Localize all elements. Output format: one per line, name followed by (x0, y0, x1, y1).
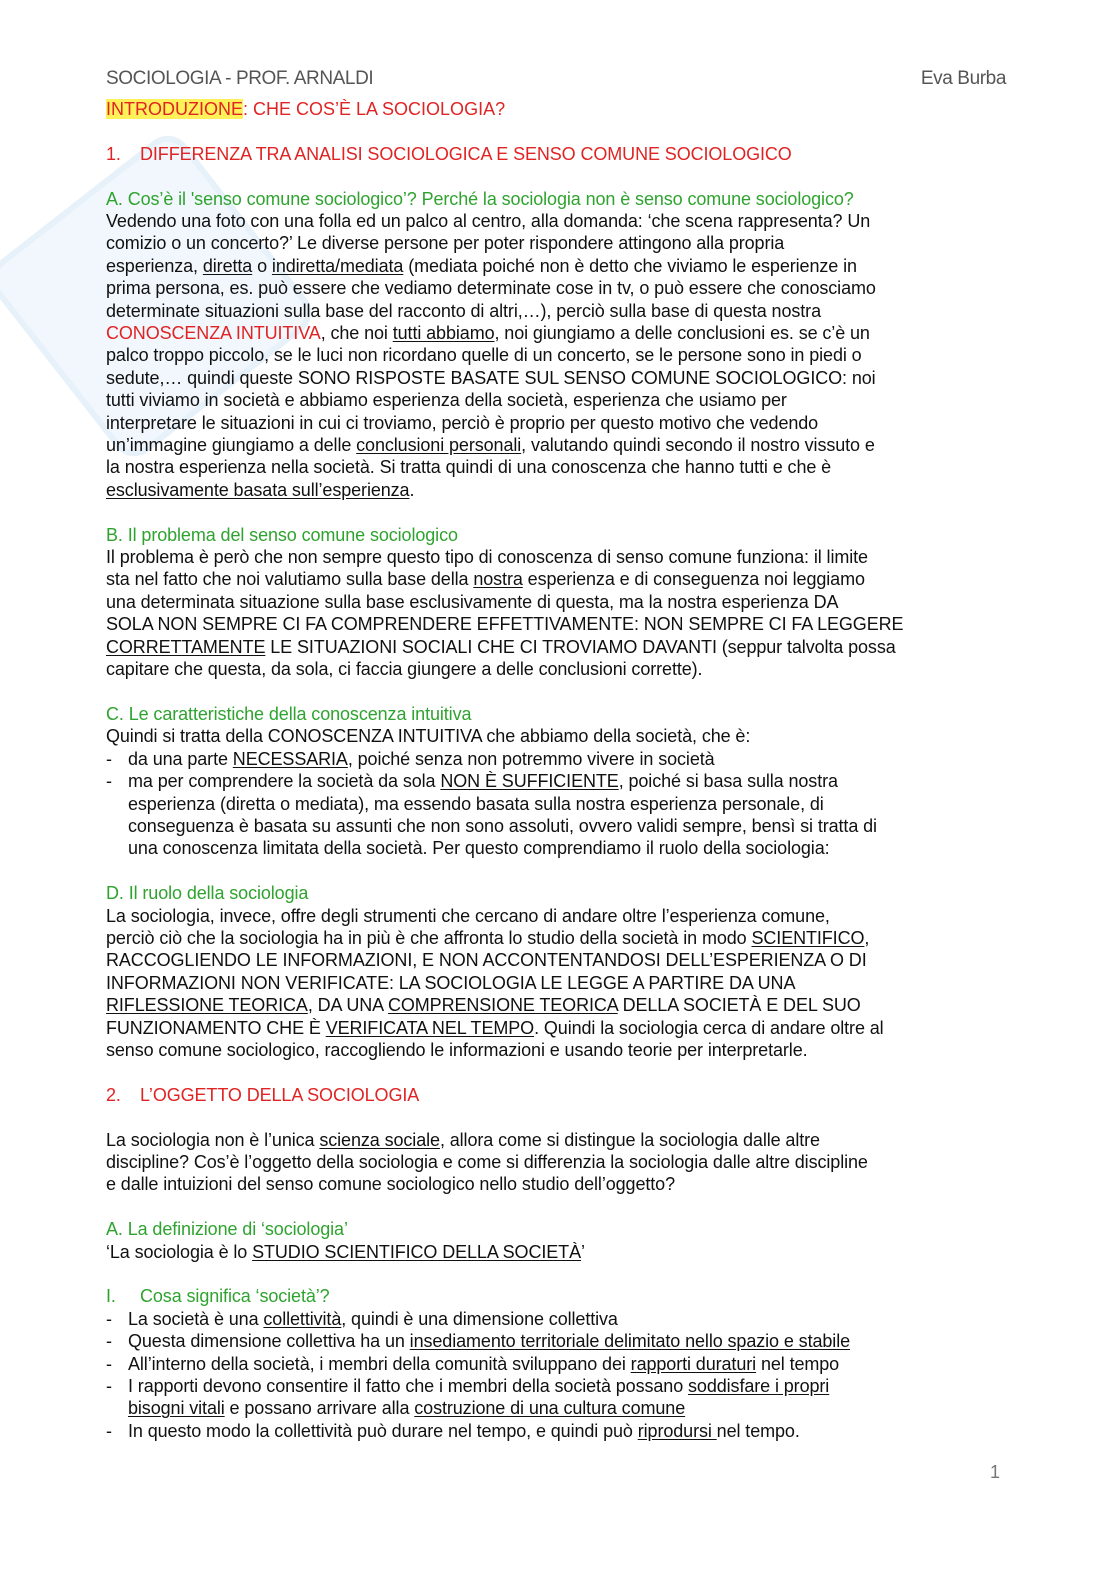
list-item: - La società è una collettività, quindi è una dimensione collettiva (106, 1308, 618, 1329)
subsection-d-heading: D. Il ruolo della sociologia (106, 883, 309, 904)
list-item: - All’interno della società, i membri della comunità sviluppano dei rapporti duraturi nel tempo (106, 1353, 840, 1374)
list-item: - da una parte NECESSARIA, poiché senza non potremmo vivere in società (106, 748, 715, 769)
list-item: - ma per comprendere la società da sola NON È SUFFICIENTE, poiché si basa sulla nostra (106, 771, 838, 792)
definition-text: ‘La sociologia è lo STUDIO SCIENTIFICO DELLA SOCIETÀ’ (106, 1241, 585, 1262)
subsection-c-heading: C. Le caratteristiche della conoscenza intuitiva (106, 703, 472, 724)
subsection-d-body: La sociologia, invece, offre degli strumenti che cercano di andare oltre l’esperienza comune, perciò ciò che la sociologia ha in più è che affronta lo studio della società in modo SCIENTIFICO, RACCOGLIENDO LE INFORMAZIONI, E NON ACCONTENTANDOSI DELL’ESPERIENZA O DI INFORMAZIONI NON VERIFICATE: LA SOCIOLOGIA LE LEGGE A PARTIRE DA UNA RIFLESSIONE TEORICA, DA UNA COMPRENSIONE TEORICA DELLA SOCIETÀ E DEL SUO FUNZIONAMENTO CHE È VERIFICATA NEL TEMPO. Quindi la sociologia cerca di andare oltre al senso comune sociologico, raccogliendo le informazioni e usando teorie per interpretarle. (106, 905, 884, 1060)
section-2-title: 2. L’OGGETTO DELLA SOCIOLOGIA (106, 1084, 420, 1105)
definition-heading: A. La definizione di ‘sociologia’ (106, 1219, 348, 1240)
subsection-a-heading: A. Cos’è il 'senso comune sociologico’? Perché la sociologia non è senso comune sociologico? (106, 188, 854, 209)
societa-heading: I. Cosa significa ‘società’? (106, 1286, 330, 1307)
document-page (106, 66, 1006, 1442)
list-item: - Questa dimensione collettiva ha un insediamento territoriale delimitato nello spazio e stabile (106, 1331, 851, 1352)
list-item: - In questo modo la collettività può durare nel tempo, e quindi può riprodursi nel tempo. (106, 1420, 800, 1441)
section-2-intro: La sociologia non è l’unica scienza sociale, allora come si distingue la sociologia dalle altre discipline? Cos’è l’oggetto della sociologia e come si differenzia la sociologia dalle altre discipline e dalle intuizioni del senso comune sociologico nello studio dell’oggetto? (106, 1129, 868, 1195)
course-title: SOCIOLOGIA - PROF. ARNALDI (106, 68, 374, 89)
list-item: - I rapporti devono consentire il fatto che i membri della società possano soddisfare i propri (106, 1376, 830, 1397)
subsection-a-body: Vedendo una foto con una folla ed un palco al centro, alla domanda: ‘che scena rappresenta? Un comizio o un concerto?’ Le diverse persone per poter rispondere attingono alla propria esperienza, diretta o indiretta/mediata (mediata poiché non è detto che viviamo le esperienze in prima persona, es. può essere che vediamo determinate cose in tv, o può essere che conosciamo determinate situazioni sulla base del racconto di altri,…), perciò sulla base di questa nostra CONOSCENZA INTUITIVA, che noi tutti abbiamo, noi giungiamo a delle conclusioni es. se c’è un palco troppo piccolo, se le luci non ricordano quelle di un concerto, se le persone sono in piedi o sedute,… quindi queste SONO RISPOSTE BASATE SUL SENSO COMUNE SOCIOLOGICO: noi tutti viviamo in società e abbiamo esperienza della società, esperienza che usiamo per interpretare le situazioni in cui ci troviamo, perciò è proprio per questo motivo che vedendo un’immagine giungiamo a delle conclusioni personali, valutando quindi secondo il nostro vissuto e la nostra esperienza nella società. Si tratta quindi di una conoscenza che hanno tutti e che è esclusivamente basata sull’esperienza. (106, 211, 876, 500)
intro-label: INTRODUZIONE (106, 99, 243, 119)
subsection-b-heading: B. Il problema del senso comune sociologico (106, 524, 458, 545)
subsection-b-body: Il problema è però che non sempre questo tipo di conoscenza di senso comune funziona: il limite sta nel fatto che noi valutiamo sulla base della nostra esperienza e di conseguenza noi leggiamo una determinata situazione sulla base esclusivamente di questa, ma la nostra esperienza DA SOLA NON SEMPRE CI FA COMPRENDERE EFFETTIVAMENTE: NON SEMPRE CI FA LEGGERE CORRETTAMENTE LE SITUAZIONI SOCIALI CHE CI TROVIAMO DAVANTI (seppur talvolta possa capitare che questa, da sola, ci faccia giungere a delle conclusioni corrette). (106, 547, 904, 680)
section-1-title: 1. DIFFERENZA TRA ANALISI SOCIOLOGICA E SENSO COMUNE SOCIOLOGICO (106, 143, 792, 164)
author-name: Eva Burba (920, 68, 1006, 89)
subsection-c-body: Quindi si tratta della CONOSCENZA INTUITIVA che abbiamo della società, che è: - da una parte NECESSARIA, poiché senza non potremmo vivere in società - ma per comprendere la società da sola NON È SUFFICIENTE, poiché si basa sulla nostra esperienza (diretta o mediata), ma essendo basata sulla nostra esperienza personale, di conseguenza è basata su assunti che non sono assoluti, ovvero validi sempre, bensì si tratta di una conoscenza limitata della società. Per questo comprendiamo il ruolo della sociologia: (106, 725, 1006, 859)
intro-title: INTRODUZIONE: CHE COS’È LA SOCIOLOGIA? (106, 99, 506, 119)
page-number: 1 (989, 1462, 1000, 1482)
societa-list: - La società è una collettività, quindi è una dimensione collettiva - Questa dimensione collettiva ha un insediamento territoriale delimitato nello spazio e stabile - All’interno della società, i membri della comunità sviluppano dei rapporti duraturi nel tempo - I rapporti devono consentire il fatto che i membri della società possano soddisfare i propri bisogni vitali e possano arrivare alla costruzione di una cultura comune - In questo modo la collettività può durare nel tempo, e quindi può riprodursi nel tempo. (106, 1308, 1006, 1442)
page-header (106, 66, 1006, 96)
